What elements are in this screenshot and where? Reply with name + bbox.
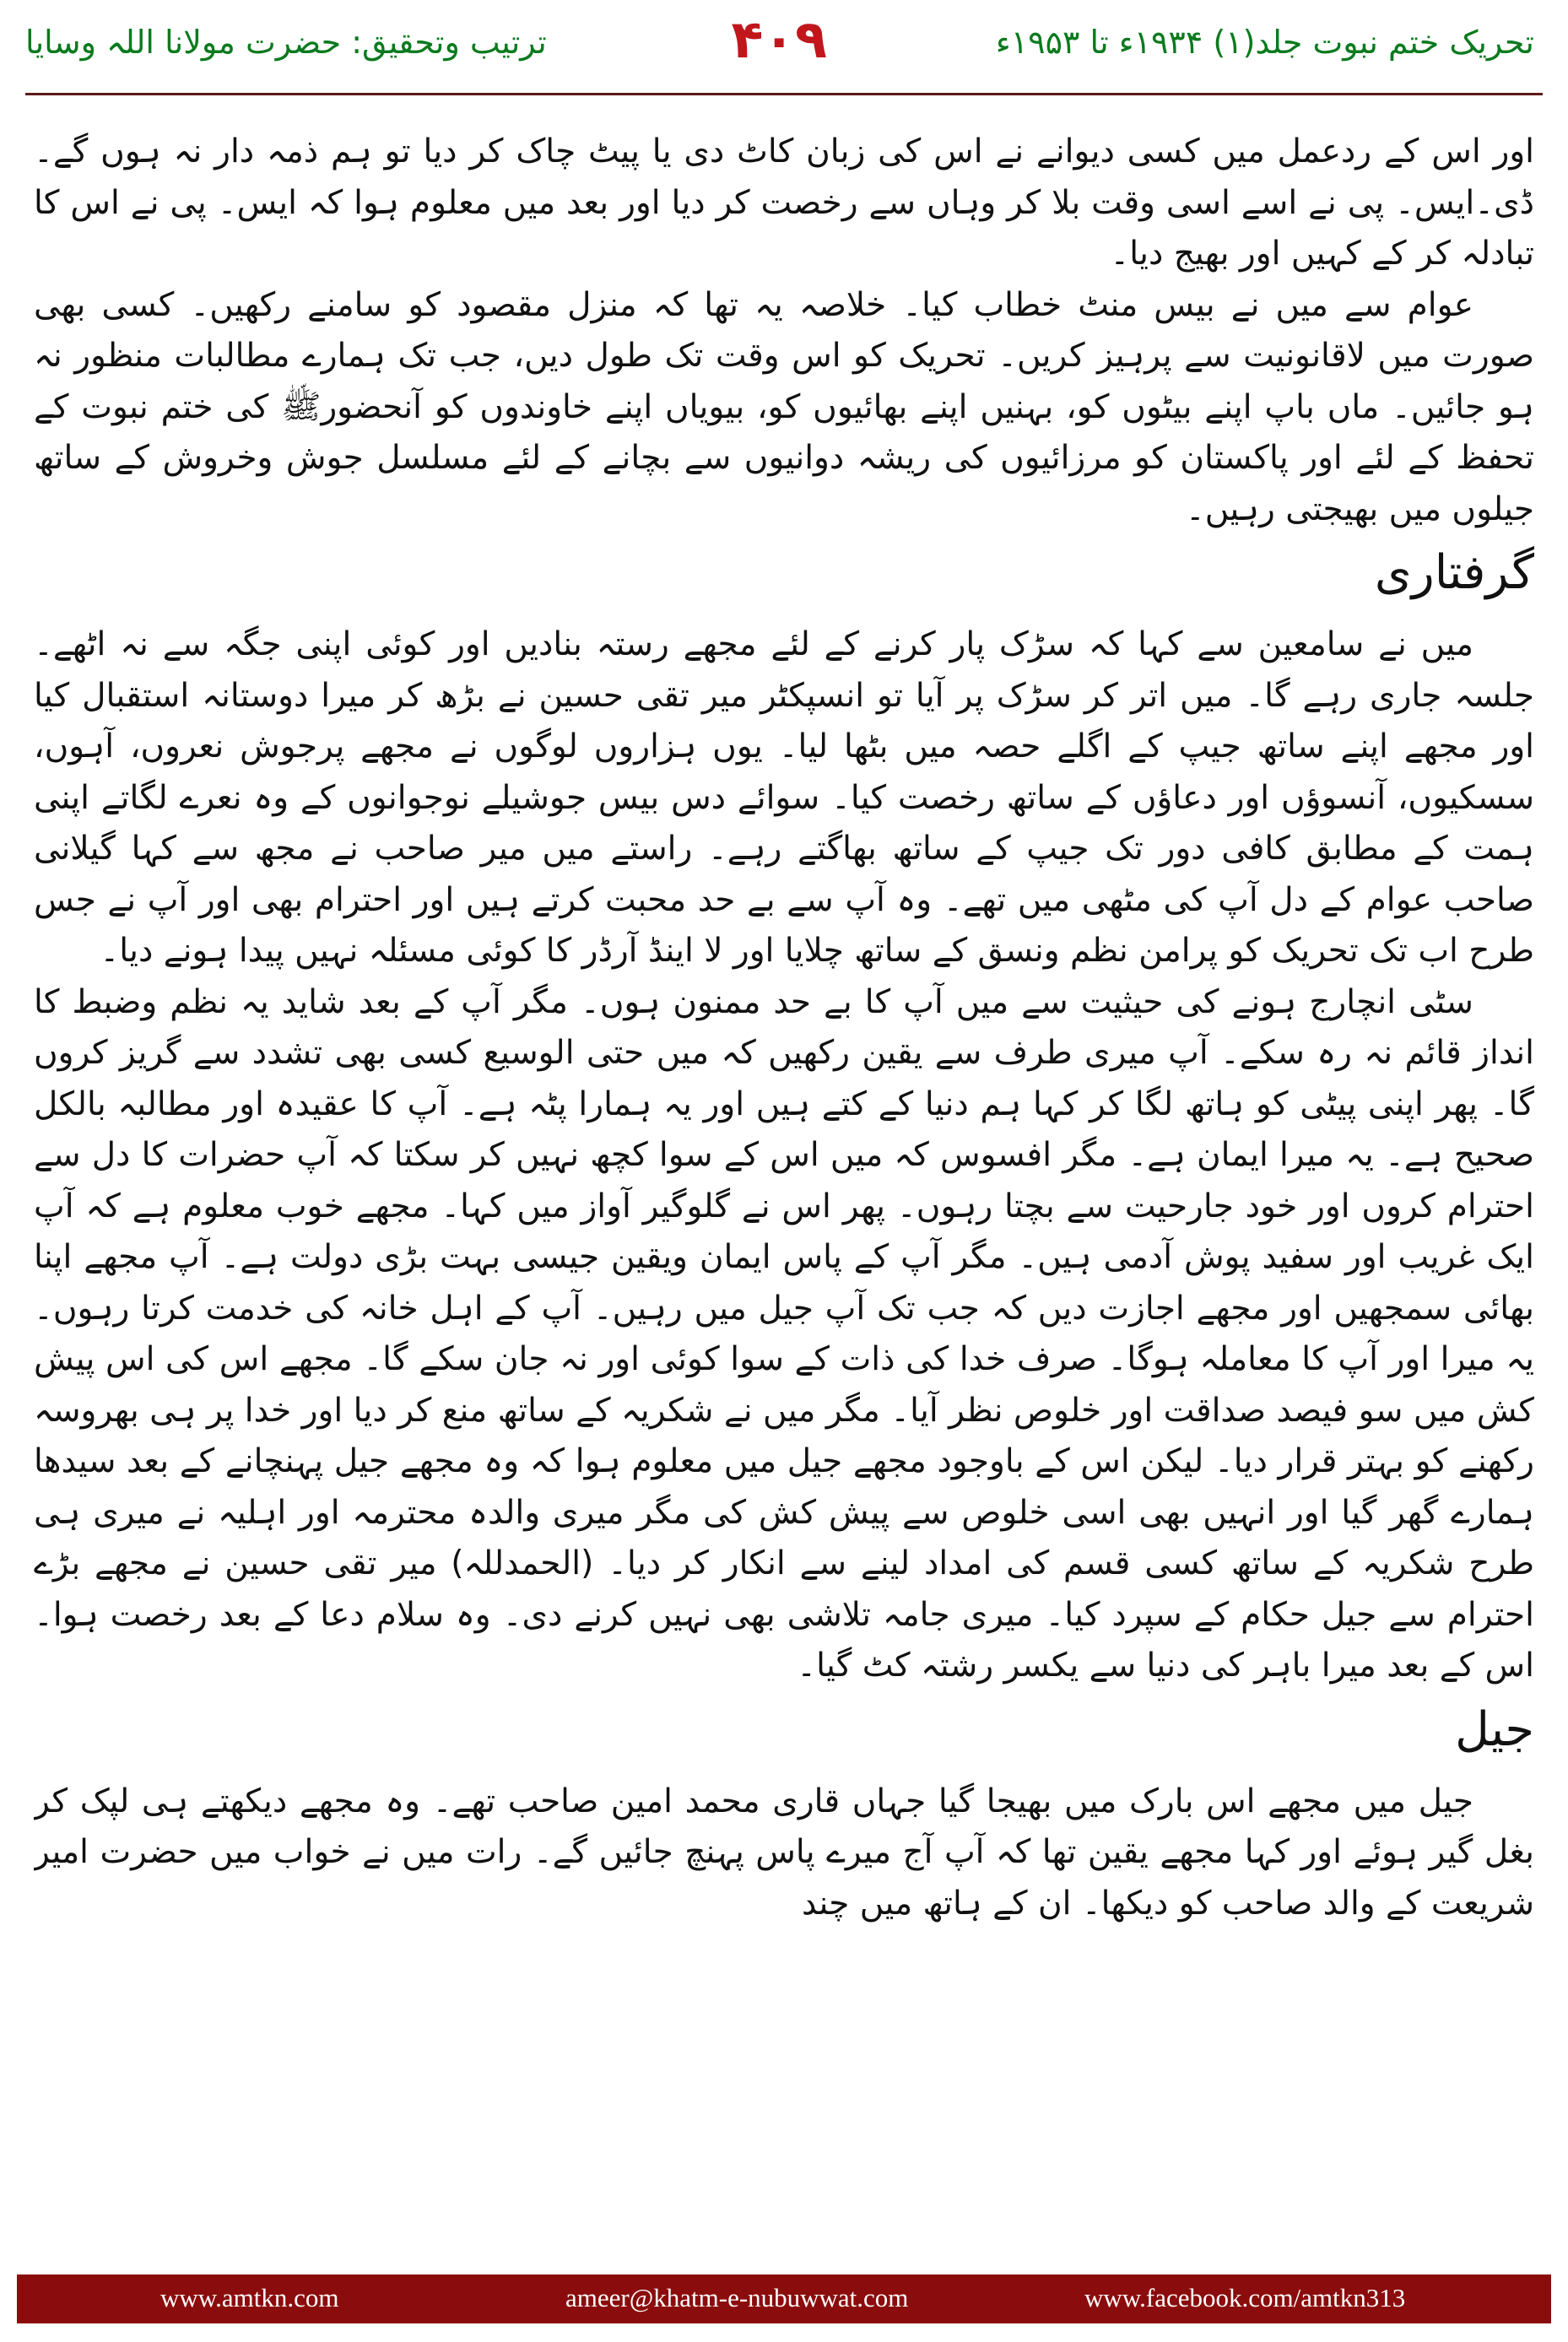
page-header (0, 0, 1568, 110)
page-footer (17, 2274, 1551, 2323)
book-title: تحریک ختم نبوت جلد(۱) ۱۹۳۴ء تا ۱۹۵۳ء (995, 24, 1534, 61)
section-heading-jail: جیل (1455, 1701, 1534, 1757)
paragraph-3: میں نے سامعین سے کہا کہ سڑک پار کرنے کے لئے مجھے رستہ بنادیں اور کوئی اپنی جگہ سے نہ اٹھے۔ جلسہ جاری رہے گا۔ میں اتر کر سڑک پر آیا تو انسپکٹر میر تقی حسین نے بڑھ کر میرا دوستانہ استقبال کیا اور مجھے اپنے ساتھ جیپ کے اگلے حصہ میں بٹھا لیا۔ یوں ہزاروں لوگوں نے مجھے پرجوش نعروں، آہوں، سسکیوں، آنسوؤں اور دعاؤں کے ساتھ رخصت کیا۔ سوائے دس بیس جوشیلے نوجوانوں کے وہ نعرے لگاتے اپنی ہمت کے مطابق کافی دور تک جیپ کے ساتھ بھاگتے رہے۔ راستے میں میر صاحب نے مجھ سے کہا گیلانی صاحب عوام کے دل آپ کی مٹھی میں تھے۔ وہ آپ سے بے حد محبت کرتے ہیں اور احترام بھی اور آپ نے جس طرح اب تک تحریک کو پرامن نظم ونسق کے ساتھ چلایا اور لا اینڈ آرڈر کا کوئی مسئلہ نہیں پیدا ہونے دیا۔ (34, 625, 1534, 970)
footer-facebook-link[interactable]: www.facebook.com/amtkn313 (1084, 2283, 1406, 2312)
paragraph-1: اور اس کے ردعمل میں کسی دیوانے نے اس کی زبان کاٹ دی یا پیٹ چاک کر دیا تو ہم ذمہ دار نہ ہوں گے۔ ڈی۔ایس۔ پی نے اسے اسی وقت بلا کر وہاں سے رخصت کر دیا اور بعد میں معلوم ہوا کہ ایس۔ پی نے اس کا تبادلہ کر کے کہیں اور بھیج دیا۔ (34, 133, 1534, 273)
section-heading-arrest: گرفتاری (1374, 545, 1534, 600)
compiler-credit: ترتیب وتحقیق: حضرت مولانا اللہ وسایا (25, 24, 547, 61)
footer-website-link[interactable]: www.amtkn.com (160, 2283, 339, 2312)
header-divider (25, 93, 1543, 95)
page-body (34, 127, 1534, 2253)
paragraph-4: سٹی انچارج ہونے کی حیثیت سے میں آپ کا بے حد ممنون ہوں۔ مگر آپ کے بعد شاید یہ نظم وضبط کا انداز قائم نہ رہ سکے۔ آپ میری طرف سے یقین رکھیں کہ میں حتی الوسیع کسی بھی تشدد سے گریز کروں گا۔ پھر اپنی پیٹی کو ہاتھ لگا کر کہا ہم دنیا کے کتے ہیں اور یہ ہمارا پٹہ ہے۔ آپ کا عقیدہ اور مطالبہ بالکل صحیح ہے۔ یہ میرا ایمان ہے۔ مگر افسوس کہ میں اس کے سوا کچھ نہیں کر سکتا کہ آپ حضرات کا دل سے احترام کروں اور خود جارحیت سے بچتا رہوں۔ پھر اس نے گلوگیر آواز میں کہا۔ مجھے خوب معلوم ہے کہ آپ ایک غریب اور سفید پوش آدمی ہیں۔ مگر آپ کے پاس ایمان ویقین جیسی بہت بڑی دولت ہے۔ آپ مجھے اپنا بھائی سمجھیں اور مجھے اجازت دیں کہ جب تک آپ جیل میں رہیں۔ آپ کے اہل خانہ کی خدمت کرتا رہوں۔ یہ میرا اور آپ کا معاملہ ہوگا۔ صرف خدا کی ذات کے سوا کوئی اور نہ جان سکے گا۔ مجھے اس کی اس پیش کش میں سو فیصد صداقت اور خلوص نظر آیا۔ مگر میں نے شکریہ کے ساتھ منع کر دیا اور خدا پر ہی بھروسہ رکھنے کو بہتر قرار دیا۔ لیکن اس کے باوجود مجھے جیل میں معلوم ہوا کہ وہ مجھے جیل پہنچانے کے بعد سیدھا ہمارے گھر گیا اور انہیں بھی اسی خلوص سے پیش کش کی مگر میری والدہ محترمہ اور اہلیہ نے میری ہی طرح شکریہ کے ساتھ کسی قسم کی امداد لینے سے انکار کر دیا۔ (الحمدللہ) میر تقی حسین نے مجھے بڑے احترام سے جیل حکام کے سپرد کیا۔ میری جامہ تلاشی بھی نہیں کرنے دی۔ وہ سلام دعا کے بعد رخصت ہوا۔ اس کے بعد میرا باہر کی دنیا سے یکسر رشتہ کٹ گیا۔ (34, 982, 1534, 1685)
paragraph-2: عوام سے میں نے بیس منٹ خطاب کیا۔ خلاصہ یہ تھا کہ منزل مقصود کو سامنے رکھیں۔ کسی بھی صورت میں لاقانونیت سے پرہیز کریں۔ تحریک کو اس وقت تک طول دیں، جب تک ہمارے مطالبات منظور نہ ہو جائیں۔ ماں باپ اپنے بیٹوں کو، بہنیں اپنے بھائیوں کو، بیویاں اپنے خاوندوں کو آنحضورﷺ کی ختم نبوت کے تحفظ کے لئے اور پاکستان کو مرزائیوں کی ریشہ دوانیوں سے بچانے کے لئے مسلسل جوش وخروش کے ساتھ جیلوں میں بھیجتی رہیں۔ (34, 285, 1534, 528)
page-number: ۴۰۹ (731, 8, 827, 70)
paragraph-5: جیل میں مجھے اس بارک میں بھیجا گیا جہاں قاری محمد امین صاحب تھے۔ وہ مجھے دیکھتے ہی لپک کر بغل گیر ہوئے اور کہا مجھے یقین تھا کہ آپ آج میرے پاس پہنچ جائیں گے۔ رات میں نے خواب میں حضرت امیر شریعت کے والد صاحب کو دیکھا۔ ان کے ہاتھ میں چند (34, 1782, 1534, 1923)
footer-email-link[interactable]: ameer@khatm-e-nubuwwat.com (565, 2283, 909, 2312)
